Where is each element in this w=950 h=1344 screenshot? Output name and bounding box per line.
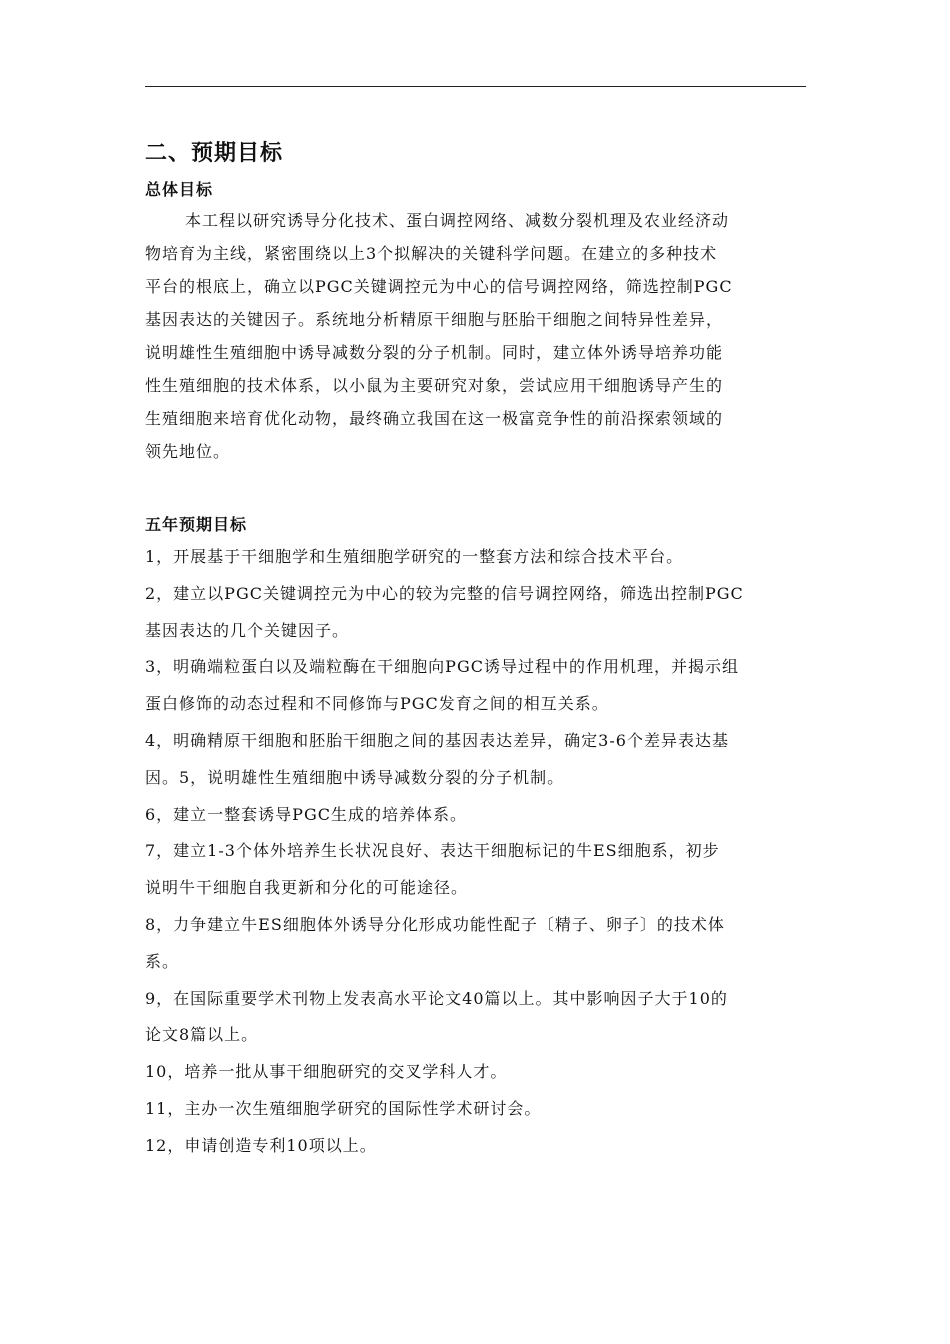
paragraph-line: 本工程以研究诱导分化技术、蛋白调控网络、减数分裂机理及农业经济动 <box>185 211 730 230</box>
list-item: 论文8篇以上。 <box>145 1025 259 1045</box>
list-item: 12，申请创造专利10项以上。 <box>145 1135 377 1155</box>
list-item: 10，培养一批从事干细胞研究的交叉学科人才。 <box>145 1062 508 1082</box>
paragraph-line: 平台的根底上，确立以PGC关键调控元为中心的信号调控网络，筛选控制PGC <box>145 277 733 296</box>
list-item: 4，明确精原干细胞和胚胎干细胞之间的基因表达差异，确定3-6个差异表达基 <box>145 730 729 750</box>
paragraph-line: 领先地位。 <box>145 442 231 461</box>
list-item: 基因表达的几个关键因子。 <box>145 620 350 640</box>
header-rule <box>145 86 806 87</box>
list-item: 3，明确端粒蛋白以及端粒酶在干细胞向PGC诱导过程中的作用机理，并揭示组 <box>145 657 739 677</box>
list-item: 11，主办一次生殖细胞学研究的国际性学术研讨会。 <box>145 1098 542 1118</box>
paragraph-line: 基因表达的关键因子。系统地分析精原干细胞与胚胎干细胞之间特异性差异， <box>145 310 724 329</box>
list-item: 8，力争建立牛ES细胞体外诱导分化形成功能性配子〔精子、卵子〕的技术体 <box>145 914 725 934</box>
section-title: 二、预期目标 <box>145 141 284 166</box>
list-item: 1，开展基于干细胞学和生殖细胞学研究的一整套方法和综合技术平台。 <box>145 547 684 566</box>
list-item: 6，建立一整套诱导PGC生成的培养体系。 <box>145 804 467 824</box>
list-item: 2，建立以PGC关键调控元为中心的较为完整的信号调控网络，筛选出控制PGC <box>145 583 744 603</box>
overall-goal-heading: 总体目标 <box>145 180 214 199</box>
list-item: 系。 <box>145 951 180 971</box>
list-item: 因。5，说明雄性生殖细胞中诱导减数分裂的分子机制。 <box>145 767 565 787</box>
paragraph-line: 说明雄性生殖细胞中诱导减数分裂的分子机制。同时，建立体外诱导培养功能 <box>145 343 724 362</box>
list-item: 蛋白修饰的动态过程和不同修饰与PGC发育之间的相互关系。 <box>145 694 609 714</box>
paragraph-line: 性生殖细胞的技术体系，以小鼠为主要研究对象，尝试应用干细胞诱导产生的 <box>145 376 724 395</box>
five-year-goal-heading: 五年预期目标 <box>145 515 248 534</box>
list-item: 说明牛干细胞自我更新和分化的可能途径。 <box>145 878 469 898</box>
list-item: 9，在国际重要学术刊物上发表高水平论文40篇以上。其中影响因子大于10的 <box>145 988 728 1008</box>
five-year-goal-list <box>145 539 806 1165</box>
overall-goal-paragraph <box>145 204 806 468</box>
paragraph-line: 物培育为主线，紧密围绕以上3个拟解决的关键科学问题。在建立的多种技术 <box>145 244 718 263</box>
paragraph-line: 生殖细胞来培育优化动物，最终确立我国在这一极富竞争性的前沿探索领域的 <box>145 409 724 428</box>
list-item: 7，建立1-3个体外培养生长状况良好、表达干细胞标记的牛ES细胞系，初步 <box>145 841 720 861</box>
